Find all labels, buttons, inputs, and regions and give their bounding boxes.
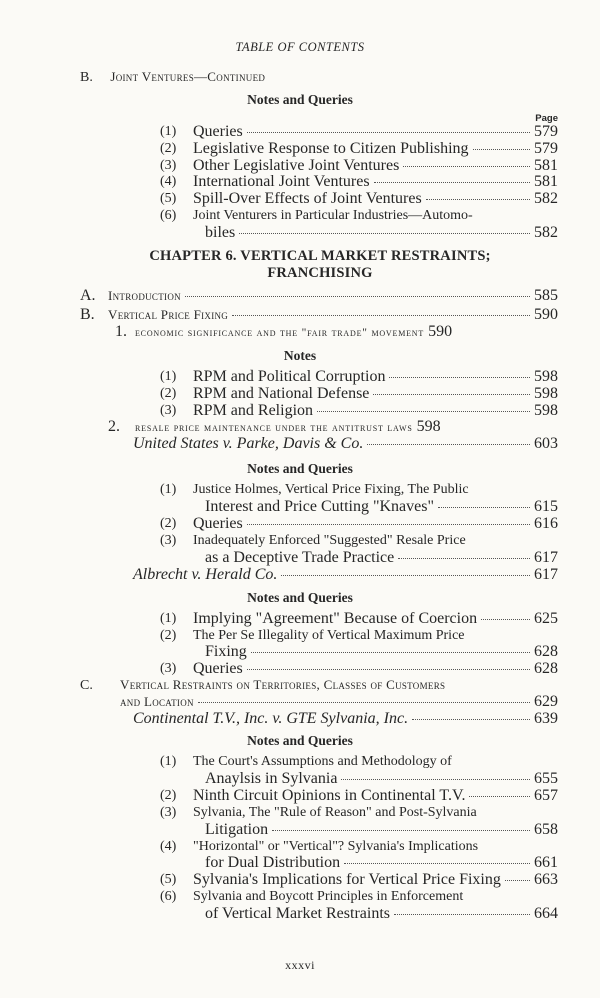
- entry-title: Queries: [193, 659, 243, 677]
- entry-title-line: The Per Se Illegality of Vertical Maximum Price: [193, 627, 465, 643]
- entry-title-line: Sylvania and Boycott Principles in Enforcement: [193, 889, 464, 905]
- entry-number: (5): [160, 872, 177, 888]
- entry-number: (2): [160, 140, 177, 156]
- page-number: 598: [534, 384, 558, 402]
- entry-number: (6): [160, 889, 177, 905]
- toc-entry[interactable]: [193, 173, 558, 191]
- toc-entry[interactable]: [205, 549, 558, 567]
- entry-title: Implying "Agreement" Because of Coercion: [193, 610, 478, 627]
- page-number: 582: [534, 223, 558, 241]
- dot-leader: [317, 411, 530, 412]
- page-number: 639: [534, 710, 558, 727]
- entry-title: International Joint Ventures: [193, 173, 370, 191]
- entry-number: (2): [160, 385, 177, 401]
- page-number: 664: [534, 905, 558, 923]
- page-number: 579: [534, 139, 558, 157]
- toc-entry[interactable]: [193, 190, 558, 208]
- page-number: 579: [534, 123, 558, 140]
- dot-leader: [198, 702, 530, 703]
- entry-number: (1): [160, 754, 177, 769]
- dot-leader: [373, 394, 530, 395]
- dot-leader: [247, 524, 530, 525]
- subsection-title: economic significance and the "fair trade" movement: [135, 327, 425, 339]
- entry-number: (1): [160, 124, 177, 139]
- toc-entry[interactable]: [193, 610, 558, 628]
- toc-entry[interactable]: [193, 157, 558, 175]
- section-title: Joint Ventures—Continued: [110, 69, 266, 84]
- page-number: 655: [534, 769, 558, 787]
- chapter-title-line-1: CHAPTER 6. VERTICAL MARKET RESTRAINTS;: [149, 248, 491, 264]
- notes-heading: Notes: [283, 348, 317, 363]
- dot-leader: [398, 558, 530, 559]
- entry-number: (3): [160, 660, 177, 676]
- entry-title-line: The Court's Assumptions and Methodology of: [193, 754, 452, 769]
- toc-entry-section-c-line-2[interactable]: [120, 693, 558, 711]
- toc-entry-case-albrecht[interactable]: [133, 566, 558, 584]
- entry-number: (2): [160, 516, 177, 531]
- toc-entry[interactable]: [193, 515, 558, 533]
- toc-entry[interactable]: [205, 854, 558, 872]
- toc-entry-section-c-line-1[interactable]: [80, 676, 445, 694]
- toc-entry[interactable]: [205, 770, 558, 788]
- page-number: 581: [534, 156, 558, 174]
- dot-leader: [394, 914, 530, 915]
- toc-entry[interactable]: [193, 123, 558, 141]
- page-number: 617: [534, 549, 558, 566]
- entry-number: (4): [160, 838, 177, 854]
- toc-entry-case-parke[interactable]: [133, 435, 558, 453]
- dot-leader: [438, 507, 530, 508]
- toc-entry[interactable]: [205, 821, 558, 839]
- toc-entry-sub-2[interactable]: [108, 418, 558, 436]
- entry-title: Other Legislative Joint Ventures: [193, 156, 400, 174]
- subsection-number: 1.: [115, 323, 127, 340]
- entry-title-line: Inadequately Enforced "Suggested" Resale Price: [193, 533, 466, 548]
- entry-title: Legislative Response to Citizen Publishing: [193, 139, 469, 157]
- page-number: 628: [534, 659, 558, 677]
- entry-number: (4): [160, 174, 177, 190]
- toc-entry[interactable]: [193, 871, 558, 889]
- page-number: 663: [534, 871, 558, 889]
- section-title: Vertical Price Fixing: [108, 307, 229, 322]
- dot-leader: [272, 830, 530, 831]
- entry-number: (3): [160, 804, 177, 820]
- case-title: Continental T.V., Inc. v. GTE Sylvania, Inc.: [133, 710, 409, 727]
- page-number: 615: [534, 498, 558, 515]
- entry-title: Queries: [193, 123, 243, 140]
- entry-title: of Vertical Market Restraints: [205, 905, 390, 923]
- page-number: 625: [534, 610, 558, 627]
- section-letter: B.: [80, 70, 93, 85]
- dot-leader: [247, 132, 530, 133]
- entry-title: Sylvania's Implications for Vertical Price Fixing: [193, 871, 501, 889]
- case-title: Albrecht v. Herald Co.: [133, 566, 278, 583]
- dot-leader: [473, 149, 530, 150]
- entry-title: RPM and Religion: [193, 401, 314, 419]
- dot-leader: [412, 719, 530, 720]
- toc-entry[interactable]: [193, 660, 558, 678]
- entry-number: (2): [160, 627, 177, 643]
- section-b-continued: [80, 68, 265, 86]
- entry-title-line: Joint Venturers in Particular Industries—Automo-: [193, 208, 473, 223]
- entry-title: Ninth Circuit Opinions in Continental T.V.: [193, 786, 466, 804]
- notes-queries-heading-4: Notes and Queries: [247, 733, 353, 748]
- section-title-line-2: and Location: [120, 694, 194, 709]
- page-number: 590: [534, 306, 558, 323]
- notes-queries-heading-2: Notes and Queries: [247, 461, 353, 476]
- dot-leader: [239, 233, 530, 234]
- entry-number: (3): [160, 402, 177, 418]
- page-number: 661: [534, 854, 558, 872]
- dot-leader: [469, 796, 530, 797]
- page-number: 598: [416, 418, 441, 435]
- section-letter: B.: [80, 306, 95, 323]
- dot-leader: [341, 779, 530, 780]
- entry-title: Interest and Price Cutting "Knaves": [205, 498, 435, 515]
- toc-entry[interactable]: [193, 368, 558, 386]
- dot-leader: [389, 377, 530, 378]
- dot-leader: [505, 880, 530, 881]
- entry-number: (2): [160, 787, 177, 803]
- page-number: 590: [428, 323, 453, 340]
- entry-title: for Dual Distribution: [205, 854, 341, 872]
- notes-queries-heading-3: Notes and Queries: [247, 590, 353, 605]
- toc-entry[interactable]: [193, 402, 558, 420]
- entry-number: (3): [160, 157, 177, 173]
- entry-number: (5): [160, 191, 177, 207]
- dot-leader: [281, 575, 530, 576]
- toc-entry-section-a[interactable]: [80, 287, 558, 305]
- entry-number: (1): [160, 369, 177, 384]
- entry-title: Spill-Over Effects of Joint Ventures: [193, 190, 422, 208]
- page-number: 616: [534, 515, 558, 532]
- chapter-title: [100, 248, 540, 282]
- entry-title: Litigation: [205, 820, 269, 838]
- entry-title-line: "Horizontal" or "Vertical"? Sylvania's Implications: [193, 838, 479, 854]
- page-number: 657: [534, 786, 558, 804]
- entry-title-line: Sylvania, The "Rule of Reason" and Post-Sylvania: [193, 804, 477, 820]
- page-number: 628: [534, 643, 558, 660]
- toc-entry[interactable]: [193, 140, 558, 158]
- entry-number: (1): [160, 482, 177, 497]
- dot-leader: [251, 652, 530, 653]
- toc-entry[interactable]: [193, 385, 558, 403]
- entry-number: (3): [160, 533, 177, 548]
- toc-entry[interactable]: [205, 643, 558, 661]
- entry-title: RPM and National Defense: [193, 384, 370, 402]
- page-number: 582: [534, 190, 558, 208]
- page-column-label: Page: [535, 113, 558, 124]
- entry-title: Anaylsis in Sylvania: [205, 769, 338, 787]
- section-letter: A.: [80, 287, 96, 304]
- section-title-line-1: Vertical Restraints on Territories, Classes of Customers: [120, 677, 446, 692]
- running-head: TABLE OF CONTENTS: [235, 40, 365, 54]
- entry-title: as a Deceptive Trade Practice: [205, 549, 395, 566]
- dot-leader: [367, 444, 530, 445]
- dot-leader: [247, 669, 530, 670]
- page-number: 598: [534, 368, 558, 385]
- dot-leader: [403, 166, 530, 167]
- toc-entry[interactable]: [193, 787, 558, 805]
- page-number: 585: [534, 287, 558, 304]
- page-number: 617: [534, 566, 558, 583]
- entry-title: biles: [205, 223, 236, 241]
- entry-title-line: Justice Holmes, Vertical Price Fixing, The Public: [193, 482, 469, 497]
- entry-title: Fixing: [205, 643, 247, 660]
- toc-entry-section-b[interactable]: [80, 306, 558, 324]
- dot-leader: [481, 619, 530, 620]
- entry-title: Queries: [193, 515, 243, 532]
- toc-entry-sub-1[interactable]: [115, 323, 558, 341]
- page-number: 581: [534, 173, 558, 191]
- entry-title: RPM and Political Corruption: [193, 368, 386, 385]
- subsection-number: 2.: [108, 418, 120, 435]
- dot-leader: [426, 199, 530, 200]
- toc-entry[interactable]: [205, 905, 558, 923]
- toc-entry-case-sylvania[interactable]: [133, 710, 558, 728]
- case-title: United States v. Parke, Davis & Co.: [133, 435, 364, 452]
- notes-queries-heading-1: Notes and Queries: [247, 92, 353, 107]
- section-letter: C.: [80, 678, 93, 693]
- dot-leader: [344, 863, 530, 864]
- page-number: 629: [534, 693, 558, 710]
- chapter-title-line-2: FRANCHISING: [267, 265, 373, 281]
- section-title: Introduction: [108, 288, 181, 303]
- page-number: 603: [534, 435, 558, 452]
- subsection-title: resale price maintenance under the antitrust laws: [135, 422, 413, 434]
- toc-entry[interactable]: [205, 498, 558, 516]
- dot-leader: [185, 296, 530, 297]
- toc-entry[interactable]: [205, 224, 558, 242]
- page-number: 598: [534, 401, 558, 419]
- page-folio: xxxvi: [285, 958, 315, 972]
- dot-leader: [232, 315, 530, 316]
- entry-number: (6): [160, 208, 177, 223]
- page-number: 658: [534, 820, 558, 838]
- entry-number: (1): [160, 611, 177, 626]
- dot-leader: [374, 182, 530, 183]
